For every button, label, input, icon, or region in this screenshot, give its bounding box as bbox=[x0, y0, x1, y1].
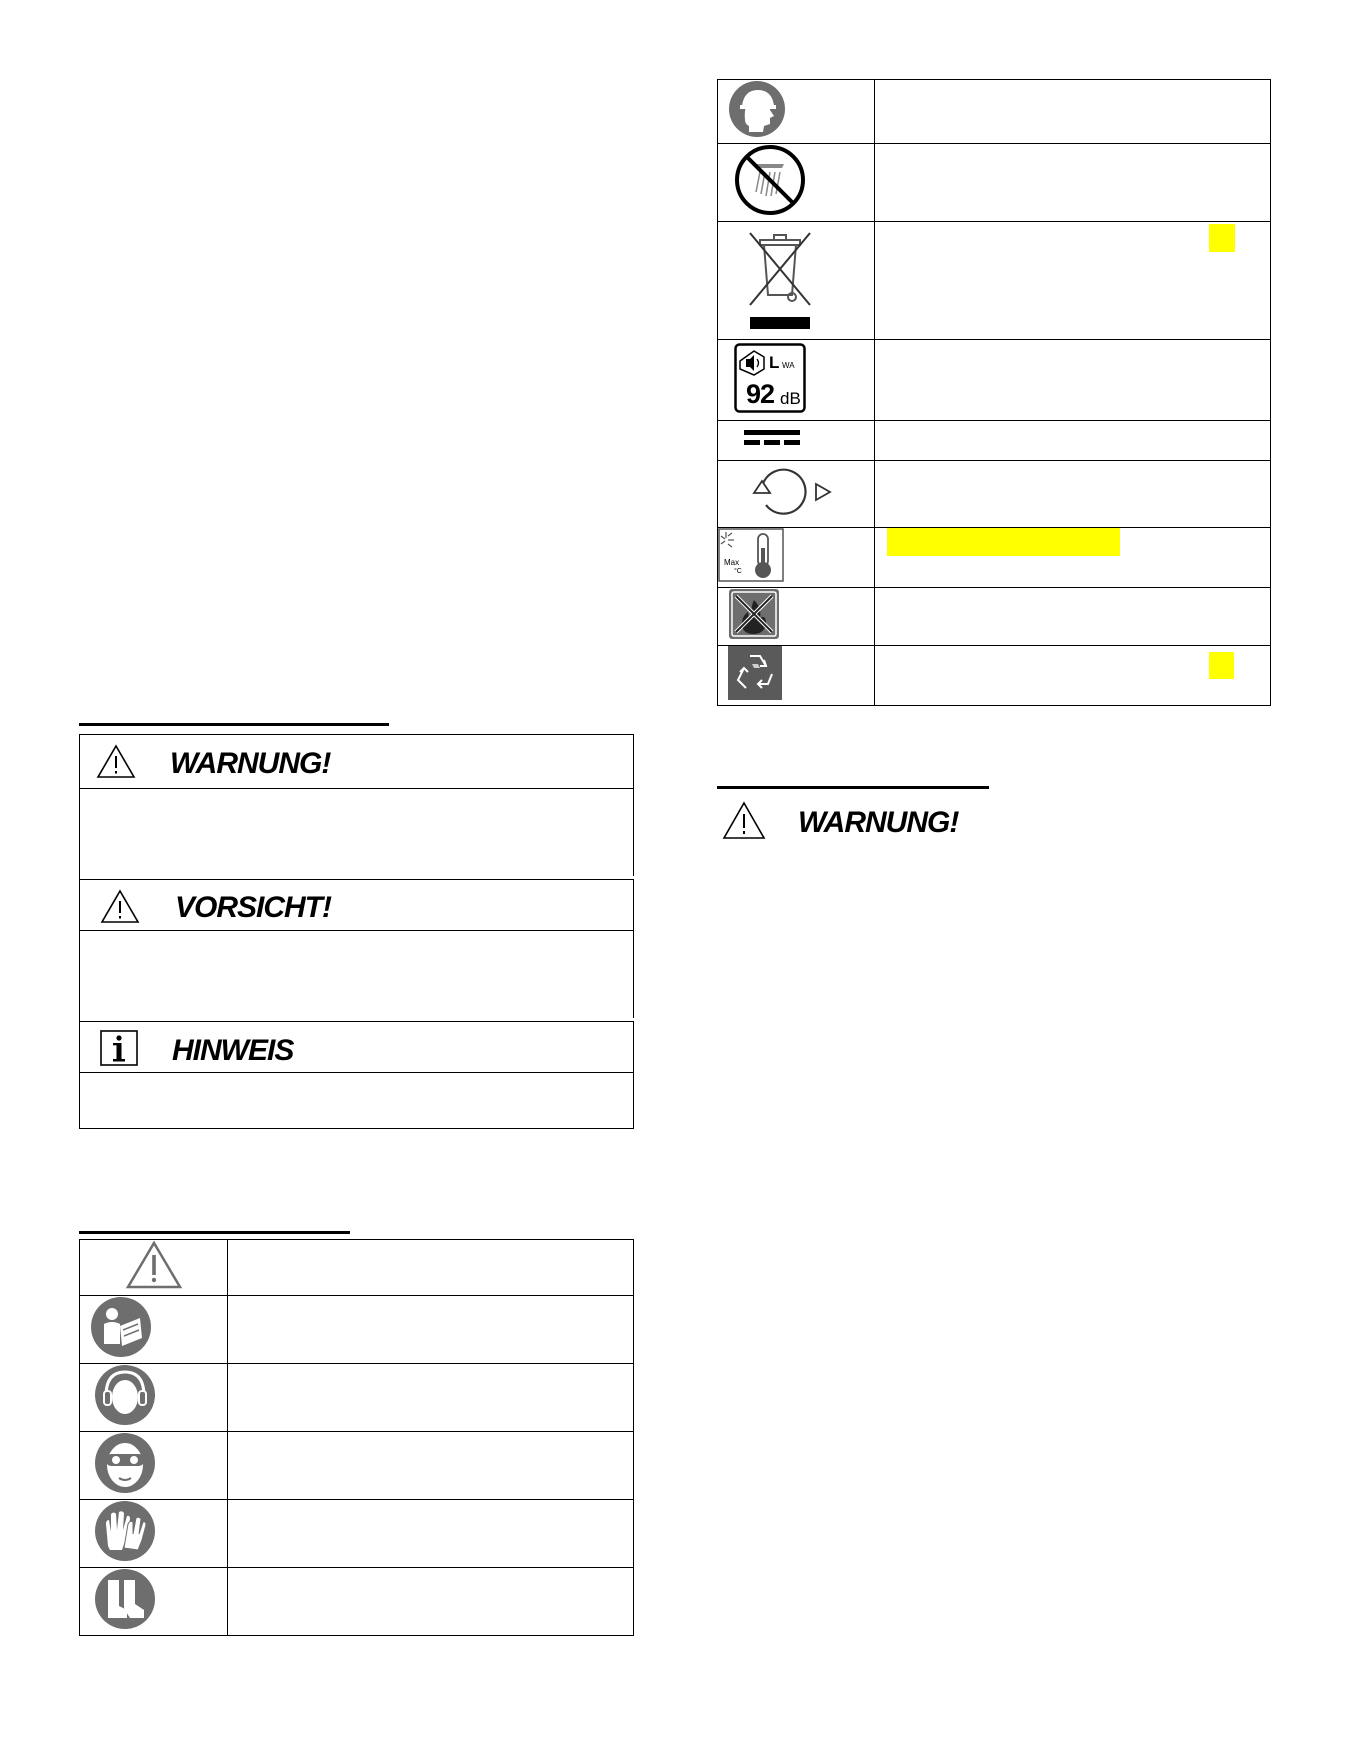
table-row bbox=[718, 528, 1271, 588]
icon-cell bbox=[80, 1296, 228, 1364]
sound-value: 92 bbox=[746, 378, 775, 409]
section-rule-warning-right bbox=[717, 786, 989, 789]
table-row bbox=[718, 461, 1271, 528]
table-row bbox=[80, 1296, 634, 1364]
warning-triangle-icon bbox=[96, 743, 136, 779]
hinweis-label: HINWEIS bbox=[172, 1034, 294, 1067]
highlight-bar bbox=[887, 528, 1120, 556]
table-row bbox=[80, 1432, 634, 1500]
sound-power-label-icon bbox=[734, 343, 806, 413]
rotation-direction-icon bbox=[746, 467, 832, 517]
sound-unit: dB bbox=[780, 388, 801, 408]
highlight-mark bbox=[1209, 652, 1234, 679]
icon-cell bbox=[718, 421, 875, 461]
table-row bbox=[718, 222, 1271, 340]
icon-cell bbox=[718, 144, 875, 222]
text-cell bbox=[228, 1500, 634, 1568]
icon-cell bbox=[80, 1364, 228, 1432]
text-cell bbox=[875, 588, 1271, 646]
degree-label: °C bbox=[734, 568, 742, 575]
read-manual-icon bbox=[90, 1296, 152, 1358]
text-cell bbox=[228, 1432, 634, 1500]
vorsicht-text-row bbox=[80, 931, 633, 1022]
eye-protection-icon bbox=[94, 1432, 156, 1494]
text-cell bbox=[875, 340, 1271, 421]
warning-label: WARNUNG! bbox=[798, 806, 959, 839]
ear-protection-icon bbox=[94, 1364, 156, 1426]
no-rain-icon bbox=[734, 144, 806, 216]
lwa-subscript: WA bbox=[782, 360, 795, 370]
section-rule-signal-words bbox=[79, 723, 389, 726]
text-cell bbox=[228, 1296, 634, 1364]
weee-crossed-bin-icon bbox=[744, 225, 816, 331]
section-rule-symbols-left bbox=[79, 1231, 350, 1234]
text-cell bbox=[228, 1240, 634, 1296]
icon-cell bbox=[718, 588, 875, 646]
no-fire-icon bbox=[728, 588, 780, 640]
vorsicht-label: VORSICHT! bbox=[175, 891, 331, 924]
direct-current-icon bbox=[744, 428, 800, 448]
left-symbol-table bbox=[79, 1239, 634, 1636]
table-row bbox=[718, 340, 1271, 421]
warnung-label: WARNUNG! bbox=[170, 747, 331, 780]
icon-cell bbox=[80, 1432, 228, 1500]
icon-cell bbox=[718, 528, 875, 588]
lwa-letter: L bbox=[769, 352, 780, 372]
icon-cell bbox=[718, 461, 875, 528]
protective-gloves-icon bbox=[94, 1500, 156, 1562]
table-row bbox=[718, 144, 1271, 222]
text-cell bbox=[875, 528, 1271, 588]
warning-triangle-icon bbox=[722, 800, 766, 840]
caution-triangle-icon bbox=[100, 888, 140, 924]
table-row bbox=[718, 646, 1271, 706]
signal-words-box bbox=[79, 734, 634, 1129]
info-icon bbox=[100, 1030, 138, 1066]
table-row bbox=[718, 421, 1271, 461]
table-row bbox=[80, 1364, 634, 1432]
head-protection-icon bbox=[728, 80, 786, 138]
safety-boots-icon bbox=[94, 1568, 156, 1630]
icon-cell bbox=[718, 646, 875, 706]
row-notch bbox=[321, 1018, 634, 1021]
text-cell bbox=[875, 80, 1271, 144]
max-temperature-icon bbox=[718, 528, 784, 582]
table-row bbox=[80, 1240, 634, 1296]
text-cell bbox=[875, 461, 1271, 528]
icon-cell bbox=[718, 80, 875, 144]
icon-cell bbox=[80, 1240, 228, 1296]
icon-cell bbox=[80, 1500, 228, 1568]
hinweis-row bbox=[80, 1022, 633, 1073]
highlight-mark bbox=[1209, 224, 1235, 252]
text-cell bbox=[875, 144, 1271, 222]
table-row bbox=[80, 1500, 634, 1568]
row-notch bbox=[352, 876, 634, 879]
text-cell bbox=[875, 646, 1271, 706]
vorsicht-row bbox=[80, 880, 633, 931]
table-row bbox=[718, 588, 1271, 646]
text-cell bbox=[875, 421, 1271, 461]
warnung-text-row bbox=[80, 789, 633, 880]
table-row bbox=[80, 1568, 634, 1636]
icon-cell bbox=[718, 340, 875, 421]
icon-cell bbox=[80, 1568, 228, 1636]
recycling-icon bbox=[728, 646, 782, 700]
text-cell bbox=[228, 1568, 634, 1636]
table-row bbox=[718, 80, 1271, 144]
warning-triangle-icon bbox=[125, 1240, 183, 1290]
max-label: Max bbox=[724, 558, 740, 567]
warnung-row bbox=[80, 735, 633, 789]
right-symbol-table bbox=[717, 79, 1271, 706]
text-cell bbox=[875, 222, 1271, 340]
text-cell bbox=[228, 1364, 634, 1432]
icon-cell bbox=[718, 222, 875, 340]
